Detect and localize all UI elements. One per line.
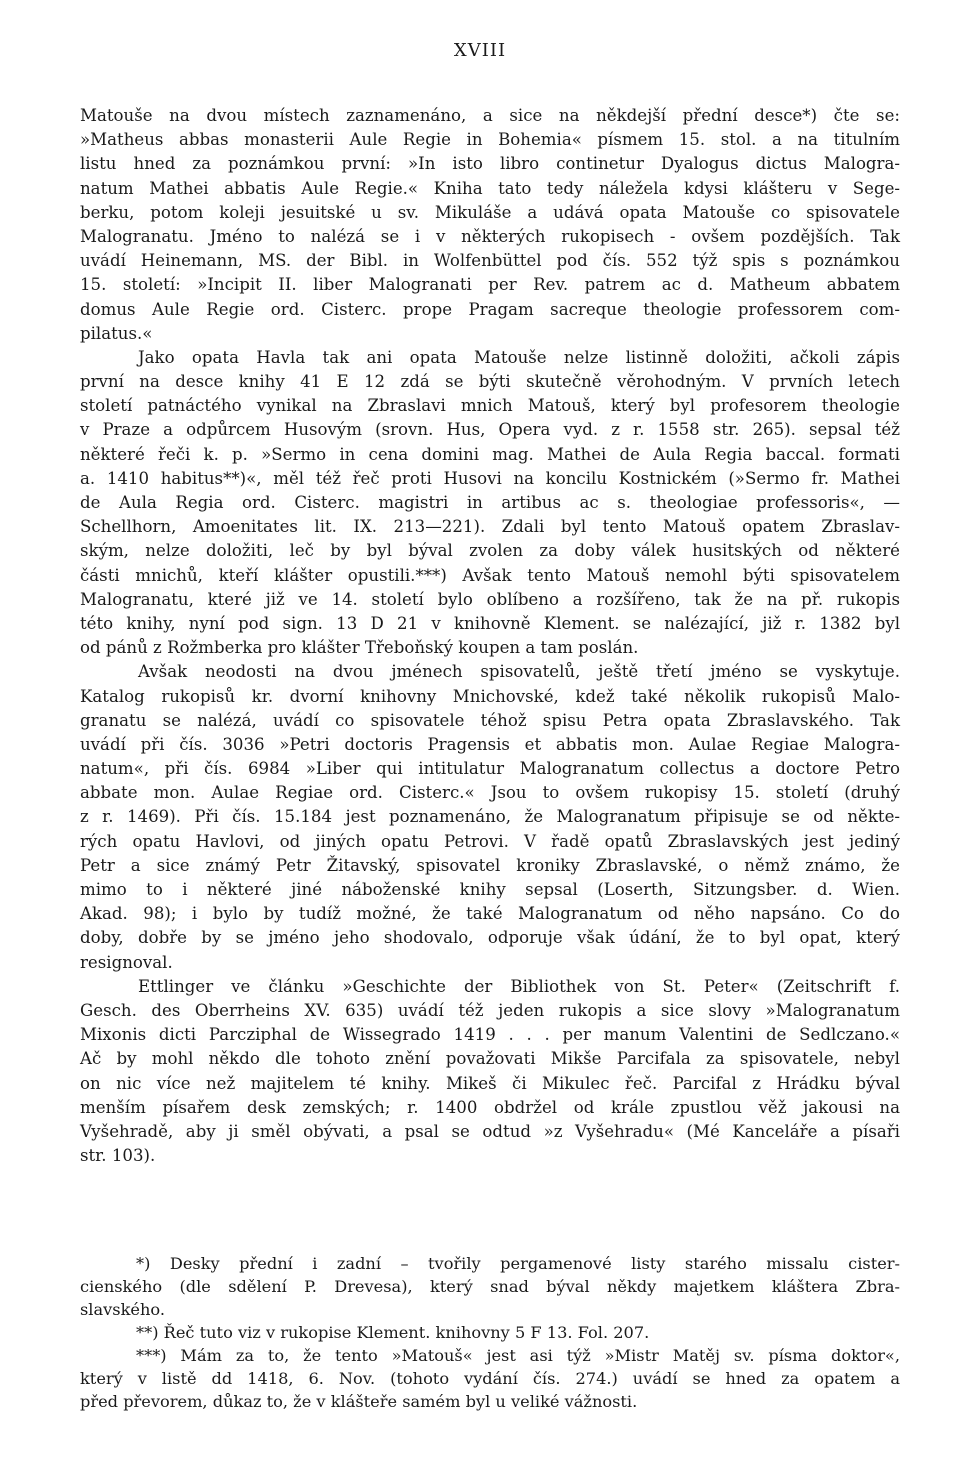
text-line: uvádí při čís. 3036 »Petri doctoris Pragensis et abbatis mon. Aulae Regiae Malogra- bbox=[80, 734, 900, 754]
text-line: Akad. 98); i bylo by tudíž možné, že také Malogranatum od něho napsáno. Co do bbox=[80, 904, 900, 924]
text-line: Vyšehradě, aby ji směl obývati, a psal se odtud »z Vyšehradu« (Mé Kanceláře a písaři bbox=[80, 1121, 900, 1141]
text-line: Mixonis dicti Parcziphal de Wissegrado 1419 . . . per manum Valentini de Sedlczano.« bbox=[80, 1025, 900, 1045]
text-line: Ettlinger ve článku »Geschichte der Bibliothek von St. Peter« (Zeitschrift f. bbox=[138, 976, 900, 996]
text-line: a. 1410 habitus**)«, měl též řeč proti Husovi na koncilu Kostnickém (»Sermo fr. Mathei bbox=[80, 468, 900, 488]
text-line: »Matheus abbas monasterii Aule Regie in Bohemia« písmem 15. stol. a na titulním bbox=[80, 130, 900, 150]
text-line: str. 103). bbox=[80, 1146, 156, 1166]
footnote-line: před převorem, důkaz to, že v klášteře samém byl u veliké vážnosti. bbox=[80, 1392, 638, 1411]
text-line: této knihy, nyní pod sign. 13 D 21 v knihovně Klement. se nalézající, již r. 1382 byl bbox=[80, 613, 900, 633]
footnote-line: který v listě dd 1418, 6. Nov. (tohoto vydání čís. 274.) uvádí se hned za opatem a bbox=[80, 1369, 900, 1388]
text-line: z r. 1469). Při čís. 15.184 jest poznamenáno, že Malogranatum připisuje se od někte- bbox=[80, 807, 900, 827]
main-text bbox=[80, 104, 900, 1168]
text-line: století patnáctého vynikal na Zbraslavi mnich Matouš, který byl profesorem theologie bbox=[80, 396, 900, 416]
footnote-line: cienského (dle sdělení P. Drevesa), který snad býval někdy majetkem kláštera Zbra- bbox=[80, 1277, 900, 1296]
text-line: Jako opata Havla tak ani opata Matouše nelze listinně doložiti, ačkoli zápis bbox=[138, 347, 900, 367]
footnote-line: ***) Mám za to, že tento »Matouš« jest asi týž »Mistr Matěj sv. písma doktor«, bbox=[136, 1346, 900, 1365]
text-line: berku, potom koleji jesuitské u sv. Mikuláše a udává opata Matouše co spisovatele bbox=[80, 202, 900, 222]
text-line: granatu se nalézá, uvádí co spisovatele téhož spisu Petra opata Zbraslavského. Tak bbox=[80, 710, 900, 730]
text-line: některé řeči k. p. »Sermo in cena domini mag. Mathei de Aula Regia baccal. formati bbox=[80, 444, 900, 464]
text-line: mimo to i některé jiné náboženské knihy sepsal (Loserth, Sitzungsber. d. Wien. bbox=[80, 880, 900, 899]
text-line: Schellhorn, Amoenitates lit. IX. 213—221). Zdali byl tento Matouš opatem Zbraslav- bbox=[80, 517, 900, 537]
text-line: první na desce knihy 41 E 12 zdá se býti skutečně věrohodným. V prvních letech bbox=[80, 372, 900, 392]
page-number: XVIII bbox=[453, 40, 507, 61]
footnote-line: *) Desky přední i zadní – tvořily pergamenové listy starého missalu cister- bbox=[136, 1254, 900, 1273]
text-line: de Aula Regia ord. Cisterc. magistri in artibus ac s. theologiae professoris«, — bbox=[80, 493, 900, 512]
text-line: Ač by mohl někdo dle tohoto znění považovati Mikše Parcifala za spisovatele, nebyl bbox=[80, 1049, 900, 1069]
footnote-line: slavského. bbox=[80, 1300, 166, 1319]
text-line: Malogranatu. Jméno to nalézá se i v některých rukopisech - ovšem pozdějších. Tak bbox=[80, 226, 900, 246]
text-line: ským, nelze doložiti, leč by byl býval zvolen za doby válek husitských od některé bbox=[80, 541, 900, 561]
text-line: Malogranatu, které již ve 14. století bylo oblíbeno a rozšířeno, tak že na př. rukopis bbox=[80, 589, 900, 609]
footnotes bbox=[80, 1252, 900, 1413]
text-line: Avšak neodosti na dvou jménech spisovatelů, ještě třetí jméno se vyskytuje. bbox=[138, 662, 900, 682]
text-line: resignoval. bbox=[80, 952, 173, 972]
text-line: Matouše na dvou místech zaznamenáno, a sice na někdejší přední desce*) čte se: bbox=[80, 106, 900, 125]
text-line: pilatus.« bbox=[80, 323, 153, 343]
text-line: 15. století: »Incipit II. liber Malogranati per Rev. patrem ac d. Matheum abbatem bbox=[80, 275, 900, 295]
text-line: Petr a sice známý Petr Žitavský, spisovatel kroniky Zbraslavské, o němž známo, že bbox=[80, 855, 900, 875]
text-line: od pánů z Rožmberka pro klášter Třeboňský koupen a tam poslán. bbox=[80, 638, 639, 658]
text-line: rých opatu Havlovi, od jiných opatu Petrovi. V řadě opatů Zbraslavských jest jediný bbox=[80, 831, 900, 851]
text-line: části mnichů, kteří klášter opustili.***) Avšak tento Matouš nemohl býti spisovatelem bbox=[80, 565, 900, 585]
text-line: Gesch. des Oberrheins XV. 635) uvádí též jeden rukopis a sice slovy »Malogranatum bbox=[80, 1000, 900, 1020]
footnote-line: **) Řeč tuto viz v rukopise Klement. knihovny 5 F 13. Fol. 207. bbox=[136, 1323, 650, 1342]
text-line: Katalog rukopisů kr. dvorní knihovny Mnichovské, kdež také několik rukopisů Malo- bbox=[80, 686, 900, 706]
text-line: listu hned za poznámkou první: »In isto libro continetur Dyalogus dictus Malogra- bbox=[80, 154, 900, 174]
text-line: natum«, při čís. 6984 »Liber qui intitulatur Malogranatum collectus a doctore Petro bbox=[80, 759, 900, 779]
text-line: menším písařem desk zemských; r. 1400 obdržel od krále zpustlou věž jakousi na bbox=[80, 1097, 900, 1117]
text-line: v Praze a odpůrcem Husovým (srovn. Hus, Opera vyd. z r. 1558 str. 265). sepsal též bbox=[80, 420, 900, 440]
text-line: natum Mathei abbatis Aule Regie.« Kniha tato tedy náležela kdysi klášteru v Sege- bbox=[80, 178, 900, 198]
text-line: domus Aule Regie ord. Cisterc. prope Pragam sacreque theologie professorem com- bbox=[80, 299, 900, 319]
text-line: abbate mon. Aulae Regiae ord. Cisterc.« Jsou to ovšem rukopisy 15. století (druhý bbox=[80, 783, 900, 803]
text-line: doby, dobře by se jméno jeho shodovalo, odporuje však údání, že to byl opat, který bbox=[80, 928, 900, 948]
text-line: on nic více než majitelem té knihy. Mikeš či Mikulec řeč. Parcifal z Hrádku býval bbox=[80, 1073, 900, 1093]
text-line: uvádí Heinemann, MS. der Bibl. in Wolfenbüttel pod čís. 552 týž spis s poznámkou bbox=[80, 251, 900, 271]
